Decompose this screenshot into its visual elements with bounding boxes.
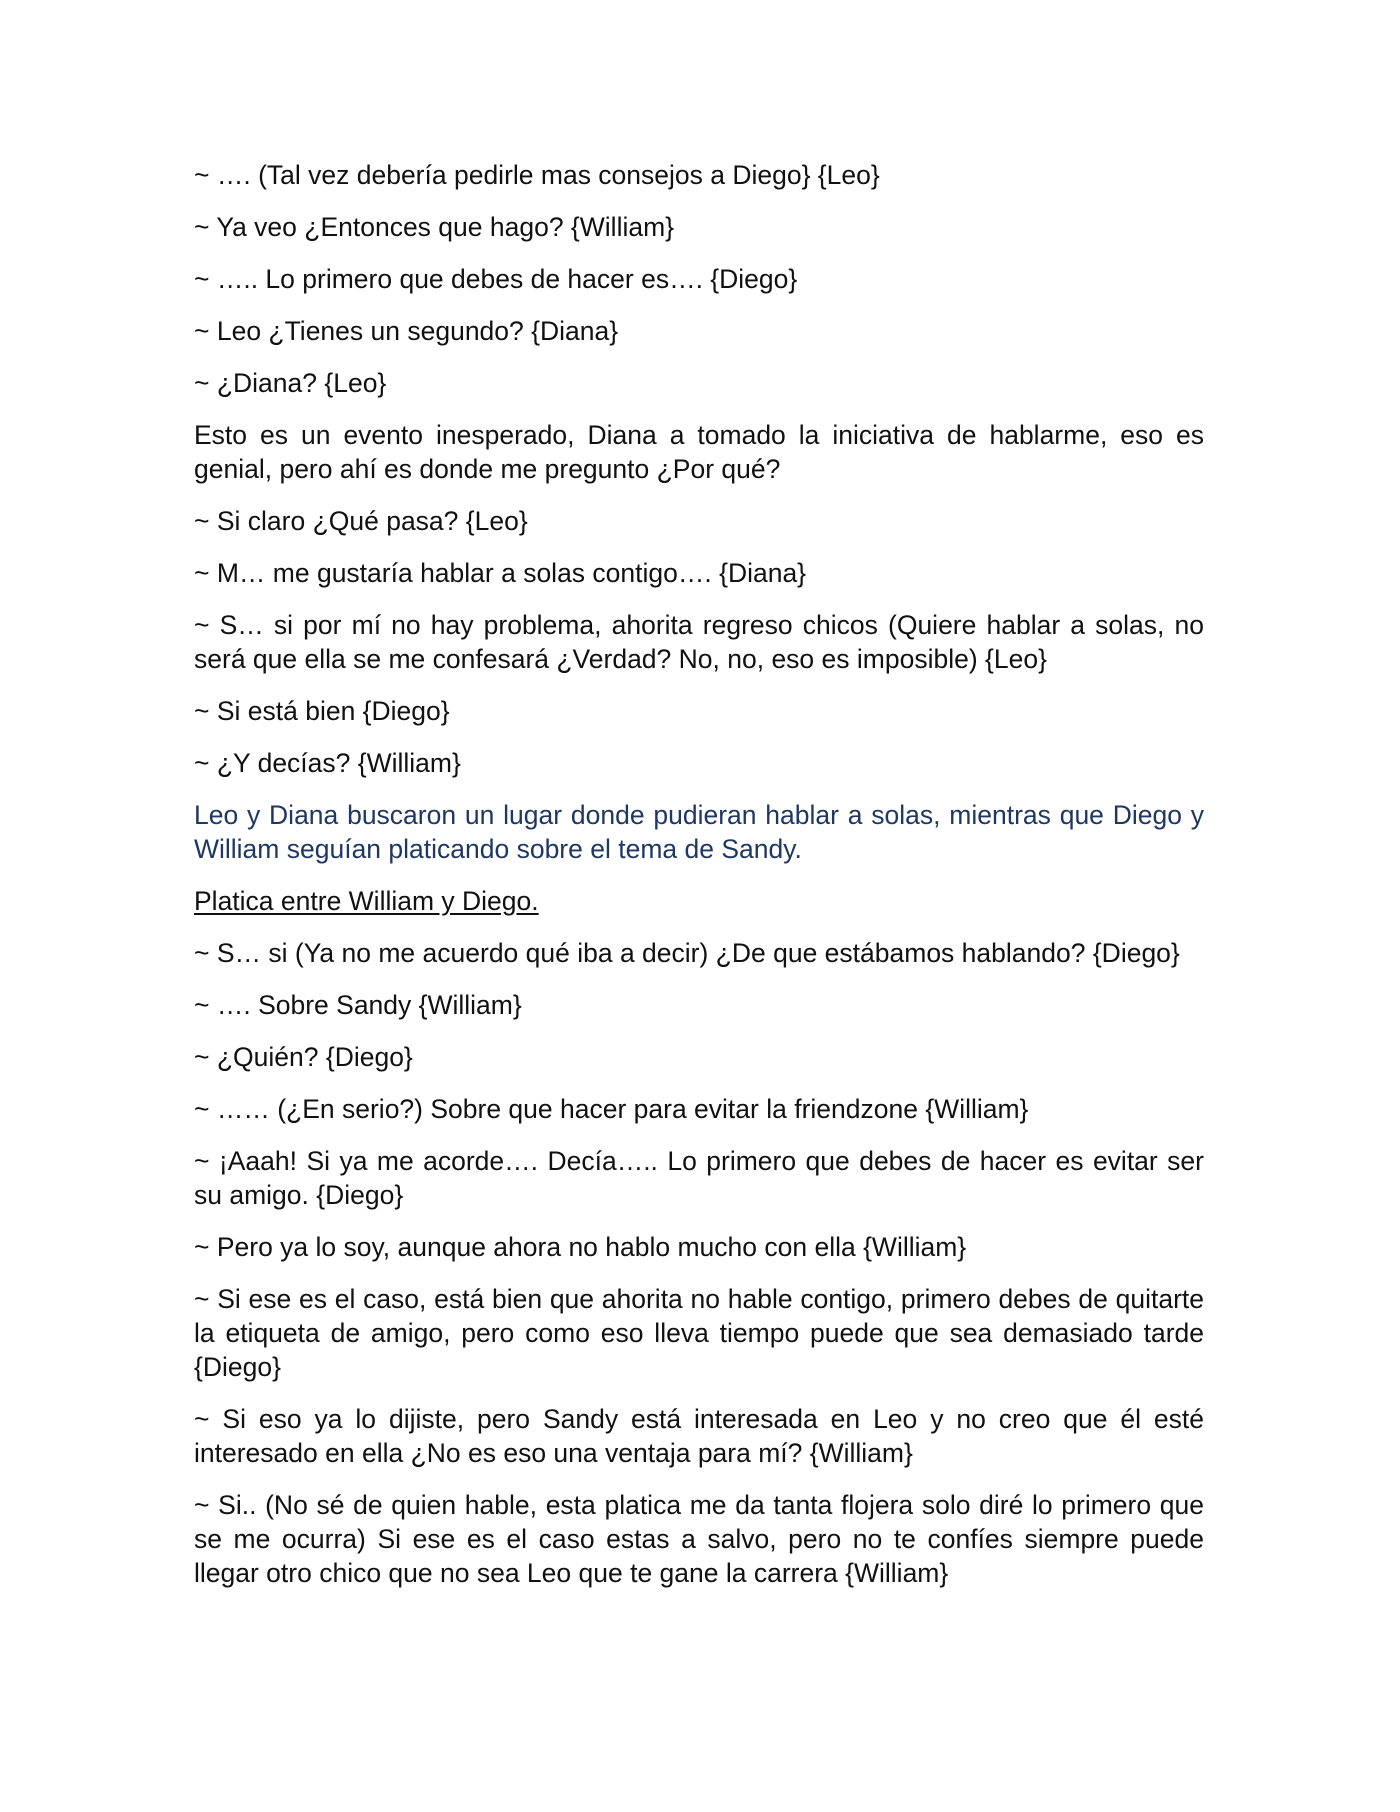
paragraph: ~ Si está bien {Diego} [194, 696, 450, 726]
paragraph: ~ ¿Quién? {Diego} [194, 1042, 413, 1072]
paragraph: ~ Pero ya lo soy, aunque ahora no hablo mucho con ella {William} [194, 1232, 967, 1262]
paragraph: ~ ¿Diana? {Leo} [194, 368, 387, 398]
paragraph: ~ Si claro ¿Qué pasa? {Leo} [194, 506, 528, 536]
narration-paragraph: Esto es un evento inesperado, Diana a tomado la iniciativa de hablarme, eso es genial, pero ahí es donde me pregunto ¿Por qué? [194, 420, 1204, 484]
paragraph: ~ …. Sobre Sandy {William} [194, 990, 522, 1020]
paragraph: ~ S… si (Ya no me acuerdo qué iba a decir) ¿De que estábamos hablando? {Diego} [194, 938, 1180, 968]
paragraph: ~ ¡Aaah! Si ya me acorde…. Decía….. Lo primero que debes de hacer es evitar ser su amigo. {Diego} [194, 1146, 1204, 1210]
paragraph: ~ Ya veo ¿Entonces que hago? {William} [194, 212, 675, 242]
paragraph: ~ Si.. (No sé de quien hable, esta platica me da tanta flojera solo diré lo primero que se me ocurra) Si ese es el caso estas a salvo, pero no te confíes siempre puede llegar otro chico que no sea Leo que te gane la carrera {William} [194, 1490, 1204, 1588]
paragraph: ~ …. (Tal vez debería pedirle mas consejos a Diego} {Leo} [194, 160, 880, 190]
paragraph: ~ M… me gustaría hablar a solas contigo…. {Diana} [194, 558, 807, 588]
document-page [194, 158, 1204, 1608]
paragraph: ~ ¿Y decías? {William} [194, 748, 461, 778]
section-heading: Platica entre William y Diego. [194, 886, 539, 916]
paragraph: ~ …… (¿En serio?) Sobre que hacer para evitar la friendzone {William} [194, 1094, 1029, 1124]
paragraph: ~ ….. Lo primero que debes de hacer es…. {Diego} [194, 264, 798, 294]
narration-paragraph-blue: Leo y Diana buscaron un lugar donde pudieran hablar a solas, mientras que Diego y William seguían platicando sobre el tema de Sandy. [194, 800, 1204, 864]
paragraph: ~ S… si por mí no hay problema, ahorita regreso chicos (Quiere hablar a solas, no será que ella se me confesará ¿Verdad? No, no, eso es imposible) {Leo} [194, 610, 1204, 674]
paragraph: ~ Si ese es el caso, está bien que ahorita no hable contigo, primero debes de quitarte la etiqueta de amigo, pero como eso lleva tiempo puede que sea demasiado tarde {Diego} [194, 1284, 1204, 1382]
paragraph: ~ Si eso ya lo dijiste, pero Sandy está interesada en Leo y no creo que él esté interesado en ella ¿No es eso una ventaja para mí? {William} [194, 1404, 1204, 1468]
paragraph: ~ Leo ¿Tienes un segundo? {Diana} [194, 316, 619, 346]
